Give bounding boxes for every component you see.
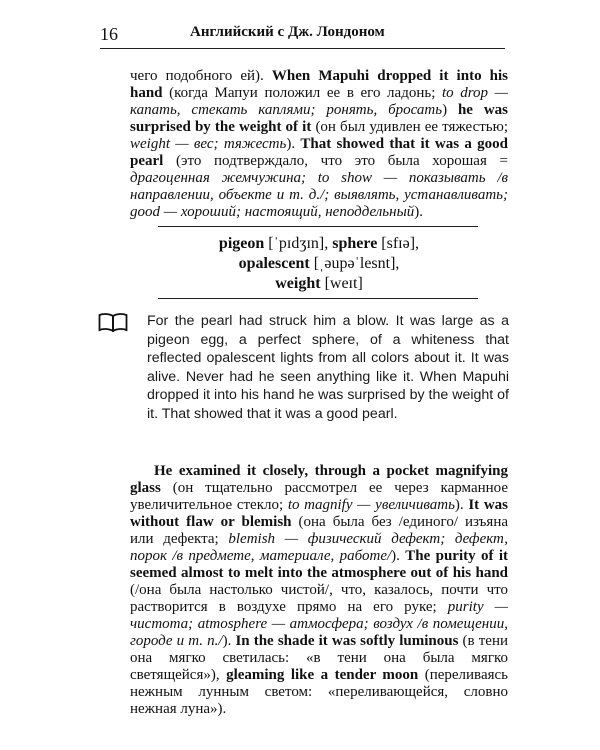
english-phrase: When Mapuhi dropped it into his hand bbox=[130, 68, 509, 101]
vocab-transcription: [ˈpɪdʒɪn], bbox=[268, 235, 329, 252]
english-phrase: It was without flaw or blemish bbox=[130, 497, 509, 530]
vocab-transcription: [ˌəupəˈlesnt], bbox=[313, 255, 400, 272]
page-number: 16 bbox=[100, 24, 118, 44]
commentary-paragraph-1: чего подобного ей). When Mapuhi dropped it into his hand (когда Мапуи положил ее в его ладонь; to drop — капать, стекать каплями; ронять, бросать) he was surprised by the weight of it (он был удивлен ее тяжестью; weight — вес; тяжесть). That showed that it was a good pearl (это подтверждало, что это была хорошая = драгоценная жемчужина; to show — показывать /в направлении, объекте и т. д./; выявлять, устанавливать; good — хороший; настоящий, неподдельный). bbox=[130, 68, 509, 220]
gloss: blemish — физический дефект; дефект, порок /в предмете, материале, работе/ bbox=[130, 531, 509, 564]
english-phrase: he was surprised by the weight of it bbox=[130, 102, 509, 135]
vocab-word: sphere bbox=[332, 235, 378, 252]
gloss: to magnify — увеличивать bbox=[287, 497, 455, 513]
english-phrase: gleaming like a tender moon bbox=[226, 667, 419, 683]
gloss: purity — чистота; atmosphere — атмосфера; воздух /в помещении, городе и т. п./ bbox=[130, 599, 509, 649]
header-rule bbox=[100, 48, 505, 49]
vocab-word: opalescent bbox=[238, 255, 310, 272]
pronunciation-box bbox=[130, 234, 508, 294]
vocab-transcription: [weɪt] bbox=[324, 275, 363, 292]
divider-bottom bbox=[158, 298, 478, 299]
gloss: драгоценная жемчужина; bbox=[130, 170, 307, 186]
running-title: Английский с Дж. Лондоном bbox=[190, 24, 385, 40]
gloss: to show — показывать /в направлении, объекте и т. д./; выявлять, устанавливать; good — хороший; настоящий, неподдельный bbox=[130, 170, 508, 220]
english-phrase: He examined it closely, through a pocket magnifying glass bbox=[130, 463, 508, 496]
vocab-word: pigeon bbox=[218, 235, 265, 252]
vocab-word: weight bbox=[275, 275, 321, 292]
gloss: weight — вес; тяжесть bbox=[130, 136, 287, 152]
vocab-transcription: [sfɪə], bbox=[381, 235, 420, 252]
english-phrase: In the shade it was softly luminous bbox=[235, 633, 459, 649]
original-text-paragraph: For the pearl had struck him a blow. It was large as a pigeon egg, a perfect sphere, of a whiteness that reflected opalescent lights from all colors about it. It was alive. Never had he seen anything like it. When Mapuhi dropped it into his hand he was surprised by the weight of it. That showed that it was a good pearl. bbox=[147, 313, 510, 422]
commentary-paragraph-2: He examined it closely, through a pocket magnifying glass (он тщательно рассмотрел ее через карманное увеличительное стекло; to magnify — увеличивать). It was without flaw or blemish (она была без /единого/ изъяна или дефекта; blemish — физический дефект; дефект, порок /в предмете, материале, работе/). The purity of it seemed almost to melt into the atmosphere out of his hand (/она была настолько чистой/, что, казалось, почти что растворится в воздухе прямо на его руке; purity — чистота; atmosphere — атмосфера; воздух /в помещении, городе и т. п./). In the shade it was softly luminous (в тени она мягко светилась: «в тени она была мягко светящейся»), gleaming like a tender moon (переливаясь нежным лунным светом: «переливающейся, словно нежная луна»). bbox=[130, 463, 509, 717]
english-phrase: The purity of it seemed almost to melt into the atmosphere out of his hand bbox=[130, 548, 508, 581]
divider-top bbox=[158, 226, 478, 227]
english-phrase: That showed that it was a good pearl bbox=[130, 136, 509, 169]
open-book-icon bbox=[98, 312, 128, 332]
page-header bbox=[100, 24, 505, 54]
gloss: to drop — капать, стекать каплями; ронять, бросать bbox=[130, 85, 509, 118]
